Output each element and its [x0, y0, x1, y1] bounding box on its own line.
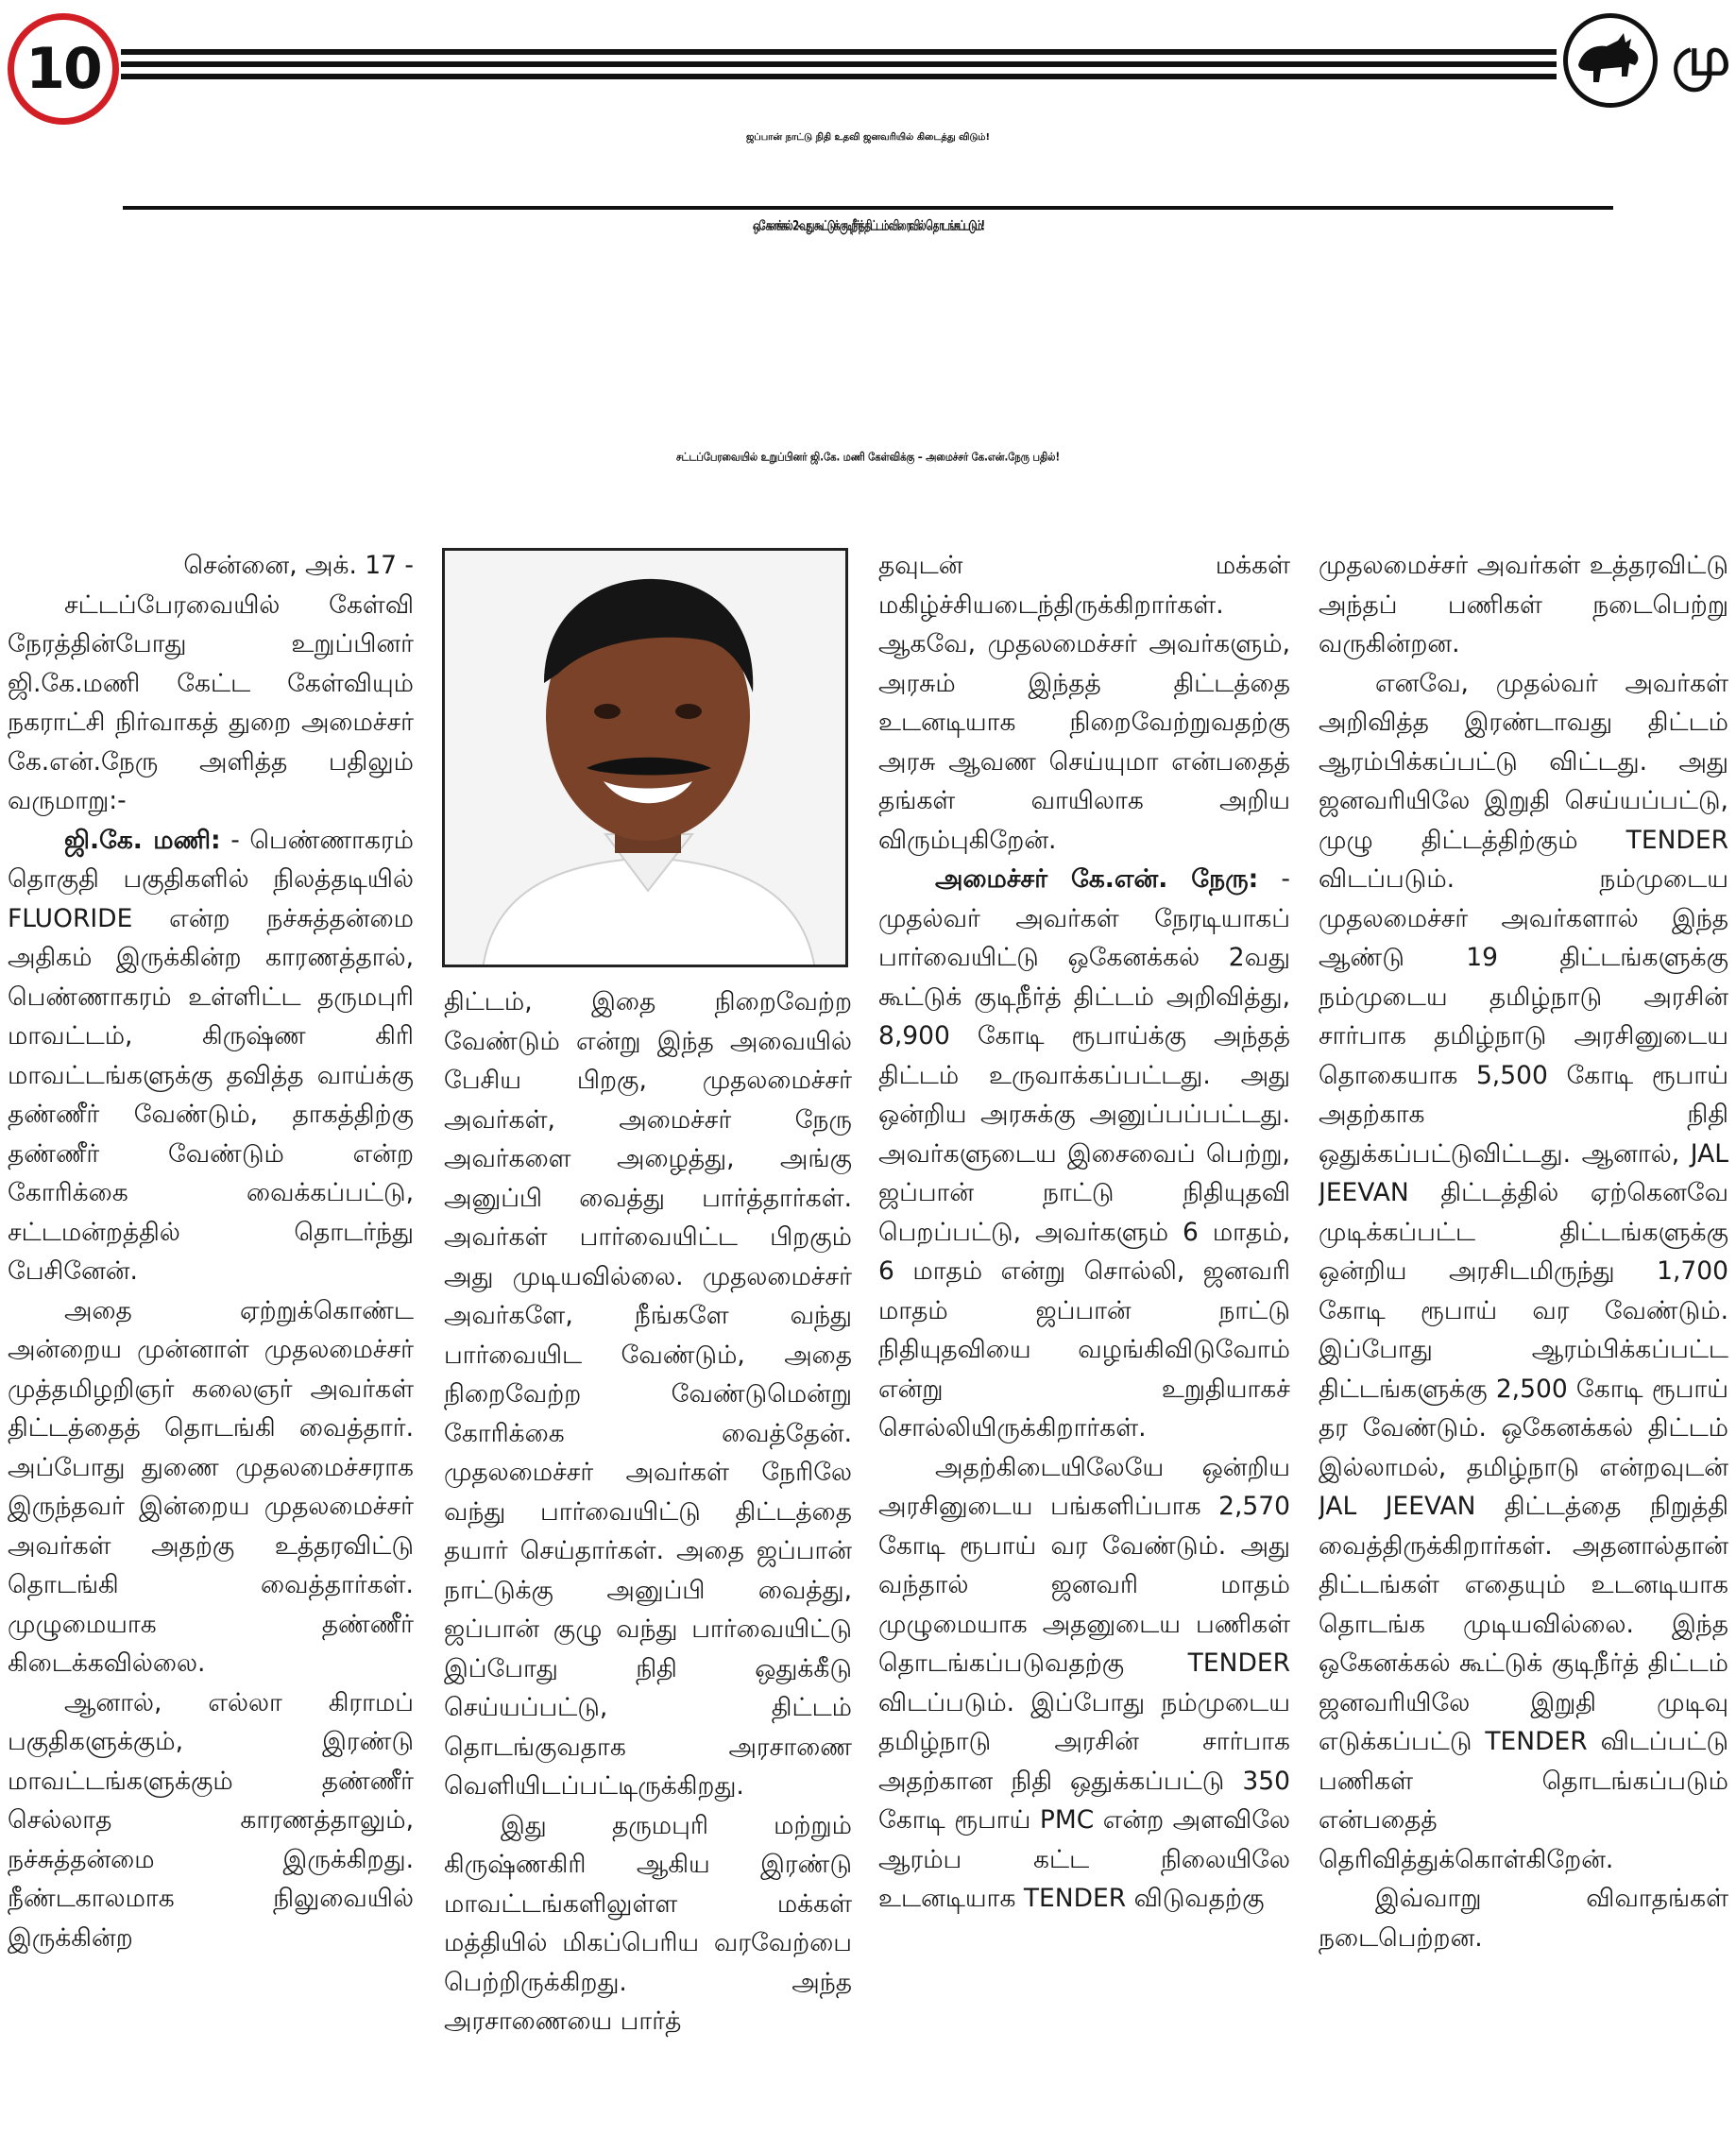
paragraph: திட்டம், இதை நிறைவேற்ற வேண்டும் என்று இந்த அவையில் பேசிய பிறகு, முதலமைச்சர் அவர்கள், அமைச்சர் நேரு அவர்களை அழைத்து, அங்கு அனுப்பி வைத்து பார்த்தார்கள். அவர்கள் பார்வையிட்ட பிறகும் அது முடியவில்லை. முதலமைச்சர் அவர்களே, நீங்களே வந்து பார்வையிட வேண்டும், அதை நிறைவேற்ற வேண்டுமென்று கோரிக்கை வைத்தேன். முதலமைச்சர் அவர்கள் நேரிலே வந்து பார்வையிட்டு திட்டத்தை தயார் செய்தார்கள். அதை ஜப்பான் நாட்டுக்கு அனுப்பி வைத்து, ஜப்பான் குழு வந்து பார்வையிட்டு இப்போது நிதி ஒதுக்கீடு செய்யப்பட்டு, திட்டம் தொடங்குவதாக அரசாணை வெளியிடப்பட்டிருக்கிறது. [444, 987, 852, 1801]
article-column-2 [444, 982, 852, 2144]
paragraph: அதை ஏற்றுக்கொண்ட அன்றைய முன்னாள் முதலமைச்சர் முத்தமிழறிஞர் கலைஞர் அவர்கள் திட்டத்தைத் தொடங்கி வைத்தார். அப்போது துணை முதலமைச்சராக இருந்தவர் இன்றைய முதலமைச்சர் அவர்கள் அதற்கு உத்தரவிட்டு தொடங்கி வைத்தார்கள். முழுமையாக தண்ணீர் கிடைக்கவில்லை. [8, 1295, 414, 1678]
article-column-1 [8, 546, 414, 2143]
paragraph: சட்டப்பேரவையில் கேள்வி நேரத்தின்போது உறுப்பினர் ஜி.கே.மணி கேட்ட கேள்வியும் நகராட்சி நிர்வாகத் துறை அமைச்சர் கே.என்.நேரு அளித்த பதிலும் வருமாறு:- [8, 589, 414, 815]
page-number: 10 [8, 13, 119, 125]
paragraph: இது தருமபுரி மற்றும் கிருஷ்ணகிரி ஆகிய இரண்டு மாவட்டங்களிலுள்ள மக்கள் மத்தியில் மிகப்பெரிய வரவேற்பை பெற்றிருக்கிறது. அந்த அரசாணையை பார்த் [444, 1810, 852, 2036]
speaker-text: - பெண்ணாகரம் தொகுதி பகுதிகளில் நிலத்தடியில் FLUORIDE என்ற நச்சுத்தன்மை அதிகம் இருக்கின்ற காரணத்தால், பெண்ணாகரம் உள்ளிட்ட தருமபுரி மாவட்டம், கிருஷ்ண கிரி மாவட்டங்களுக்கு தவித்த வாய்க்கு தண்ணீர் வேண்டும், தாகத்திற்கு தண்ணீர் வேண்டும் என்ற கோரிக்கை வைக்கப்பட்டு, சட்டமன்றத்தில் தொடர்ந்து பேசினேன். [8, 825, 414, 1286]
masthead-title: மு [1672, 26, 1731, 88]
paragraph: எனவே, முதல்வர் அவர்கள் அறிவித்த இரண்டாவது திட்டம் ஆரம்பிக்கப்பட்டு விட்டது. அது ஜனவரியிலே இறுதி செய்யப்பட்டு, முழு திட்டத்திற்கும் TENDER விடப்படும். நம்முடைய முதலமைச்சர் அவர்களால் இந்த ஆண்டு 19 திட்டங்களுக்கு நம்முடைய தமிழ்நாடு அரசின் சார்பாக தமிழ்நாடு அரசினுடைய தொகையாக 5,500 கோடி ரூபாய் அதற்காக நிதி ஒதுக்கப்பட்டுவிட்டது. ஆனால், JAL JEEVAN திட்டத்தில் ஏற்கெனவே முடிக்கப்பட்ட திட்டங்களுக்கு ஒன்றிய அரசிடமிருந்து 1,700 கோடி ரூபாய் வர வேண்டும். இப்போது ஆரம்பிக்கப்பட்ட திட்டங்களுக்கு 2,500 கோடி ரூபாய் தர வேண்டும். ஒகேனக்கல் திட்டம் இல்லாமல், தமிழ்நாடு என்றவுடன் JAL JEEVAN திட்டத்தை நிறுத்தி வைத்திருக்கிறார்கள். அதனால்தான் திட்டங்கள் எதையும் உடனடியாக தொடங்க முடியவில்லை. இந்த ஒகேனக்கல் கூட்டுக் குடிநீர்த் திட்டம் ஜனவரியிலே இறுதி முடிவு எடுக்கப்பட்டு TENDER விடப்பட்டு பணிகள் தொடங்கப்படும் என்பதைத் தெரிவித்துக்கொள்கிறேன். [1319, 668, 1728, 1874]
speaker-name: அமைச்சர் கே.என். நேரு: [935, 864, 1259, 894]
portrait-photo-icon [442, 548, 848, 967]
article-column-3 [878, 546, 1290, 2143]
masthead [0, 0, 1736, 123]
paragraph: அதற்கிடையிலேயே ஒன்றிய அரசினுடைய பங்களிப்பாக 2,570 கோடி ரூபாய் வர வேண்டும். அது வந்தால் ஜனவரி மாதம் முழுமையாக அதனுடைய பணிகள் தொடங்கப்படுவதற்கு TENDER விடப்படும். இப்போது நம்முடைய தமிழ்நாடு அரசின் சார்பாக அதற்கான நிதி ஒதுக்கப்பட்டு 350 கோடி ரூபாய் PMC என்ற அளவிலே ஆரம்ப கட்ட நிலையிலே உடனடியாக TENDER விடுவதற்கு [878, 1452, 1290, 1913]
main-headline: ஒகேனக்கல் 2-வது கூட்டுக் குடிநீர்த் திட்டம் விரைவில் தொடங்கப்படும்! [752, 219, 984, 234]
kicker-headline: ஜப்பான் நாட்டு நிதி உதவி ஜனவரியில் கிடைத்து விடும்! [745, 132, 991, 143]
paragraph: முதலமைச்சர் அவர்கள் உத்தரவிட்டு அந்தப் பணிகள் நடைபெற்று வருகின்றன. [1319, 551, 1728, 658]
bull-icon [1563, 13, 1658, 108]
masthead-rules [121, 49, 1557, 86]
paragraph [8, 821, 414, 1291]
speaker-name: ஜி.கே. மணி: [64, 825, 221, 855]
paragraph: தவுடன் மக்கள் மகிழ்ச்சியடைந்திருக்கிறார்கள். ஆகவே, முதலமைச்சர் அவர்களும், அரசும் இந்தத் திட்டத்தை உடனடியாக நிறைவேற்றுவதற்கு அரசு ஆவண செய்யுமா என்பதைத் தங்கள் வாயிலாக அறிய விரும்புகிறேன். [878, 551, 1290, 855]
paragraph [878, 860, 1290, 1448]
subheadline: சட்டப்பேரவையில் உறுப்பினர் ஜி.கே. மணி கேள்விக்கு – அமைச்சர் கே.என்.நேரு பதில்! [675, 452, 1061, 465]
speaker-text: - முதல்வர் அவர்கள் நேரடியாகப் பார்வையிட்டு ஒகேனக்கல் 2வது கூட்டுக் குடிநீர்த் திட்டம் அறிவித்து, 8,900 கோடி ரூபாய்க்கு அந்தத் திட்டம் உருவாக்கப்பட்டது. அது ஒன்றிய அரசுக்கு அனுப்பப்பட்டது. அவர்களுடைய இசைவைப் பெற்று, ஜப்பான் நாட்டு நிதியுதவி பெறப்பட்டு, அவர்களும் 6 மாதம், 6 மாதம் என்று சொல்லி, ஜனவரி மாதம் ஜப்பான் நாட்டு நிதியுதவியை வழங்கிவிடுவோம் என்று உறுதியாகச் சொல்லியிருக்கிறார்கள். [878, 864, 1290, 1443]
divider [123, 206, 1613, 210]
paragraph: ஆனால், எல்லா கிராமப் பகுதிகளுக்கும், இரண்டு மாவட்டங்களுக்கும் தண்ணீர் செல்லாத காரணத்தாலும், நச்சுத்தன்மை இருக்கிறது. நீண்டகாலமாக நிலுவையில் இருக்கின்ற [8, 1687, 414, 1953]
article-column-4 [1319, 546, 1728, 2143]
paragraph: இவ்வாறு விவாதங்கள் நடைபெற்றன. [1319, 1884, 1728, 1953]
dateline: சென்னை, அக். 17 - [183, 551, 414, 580]
